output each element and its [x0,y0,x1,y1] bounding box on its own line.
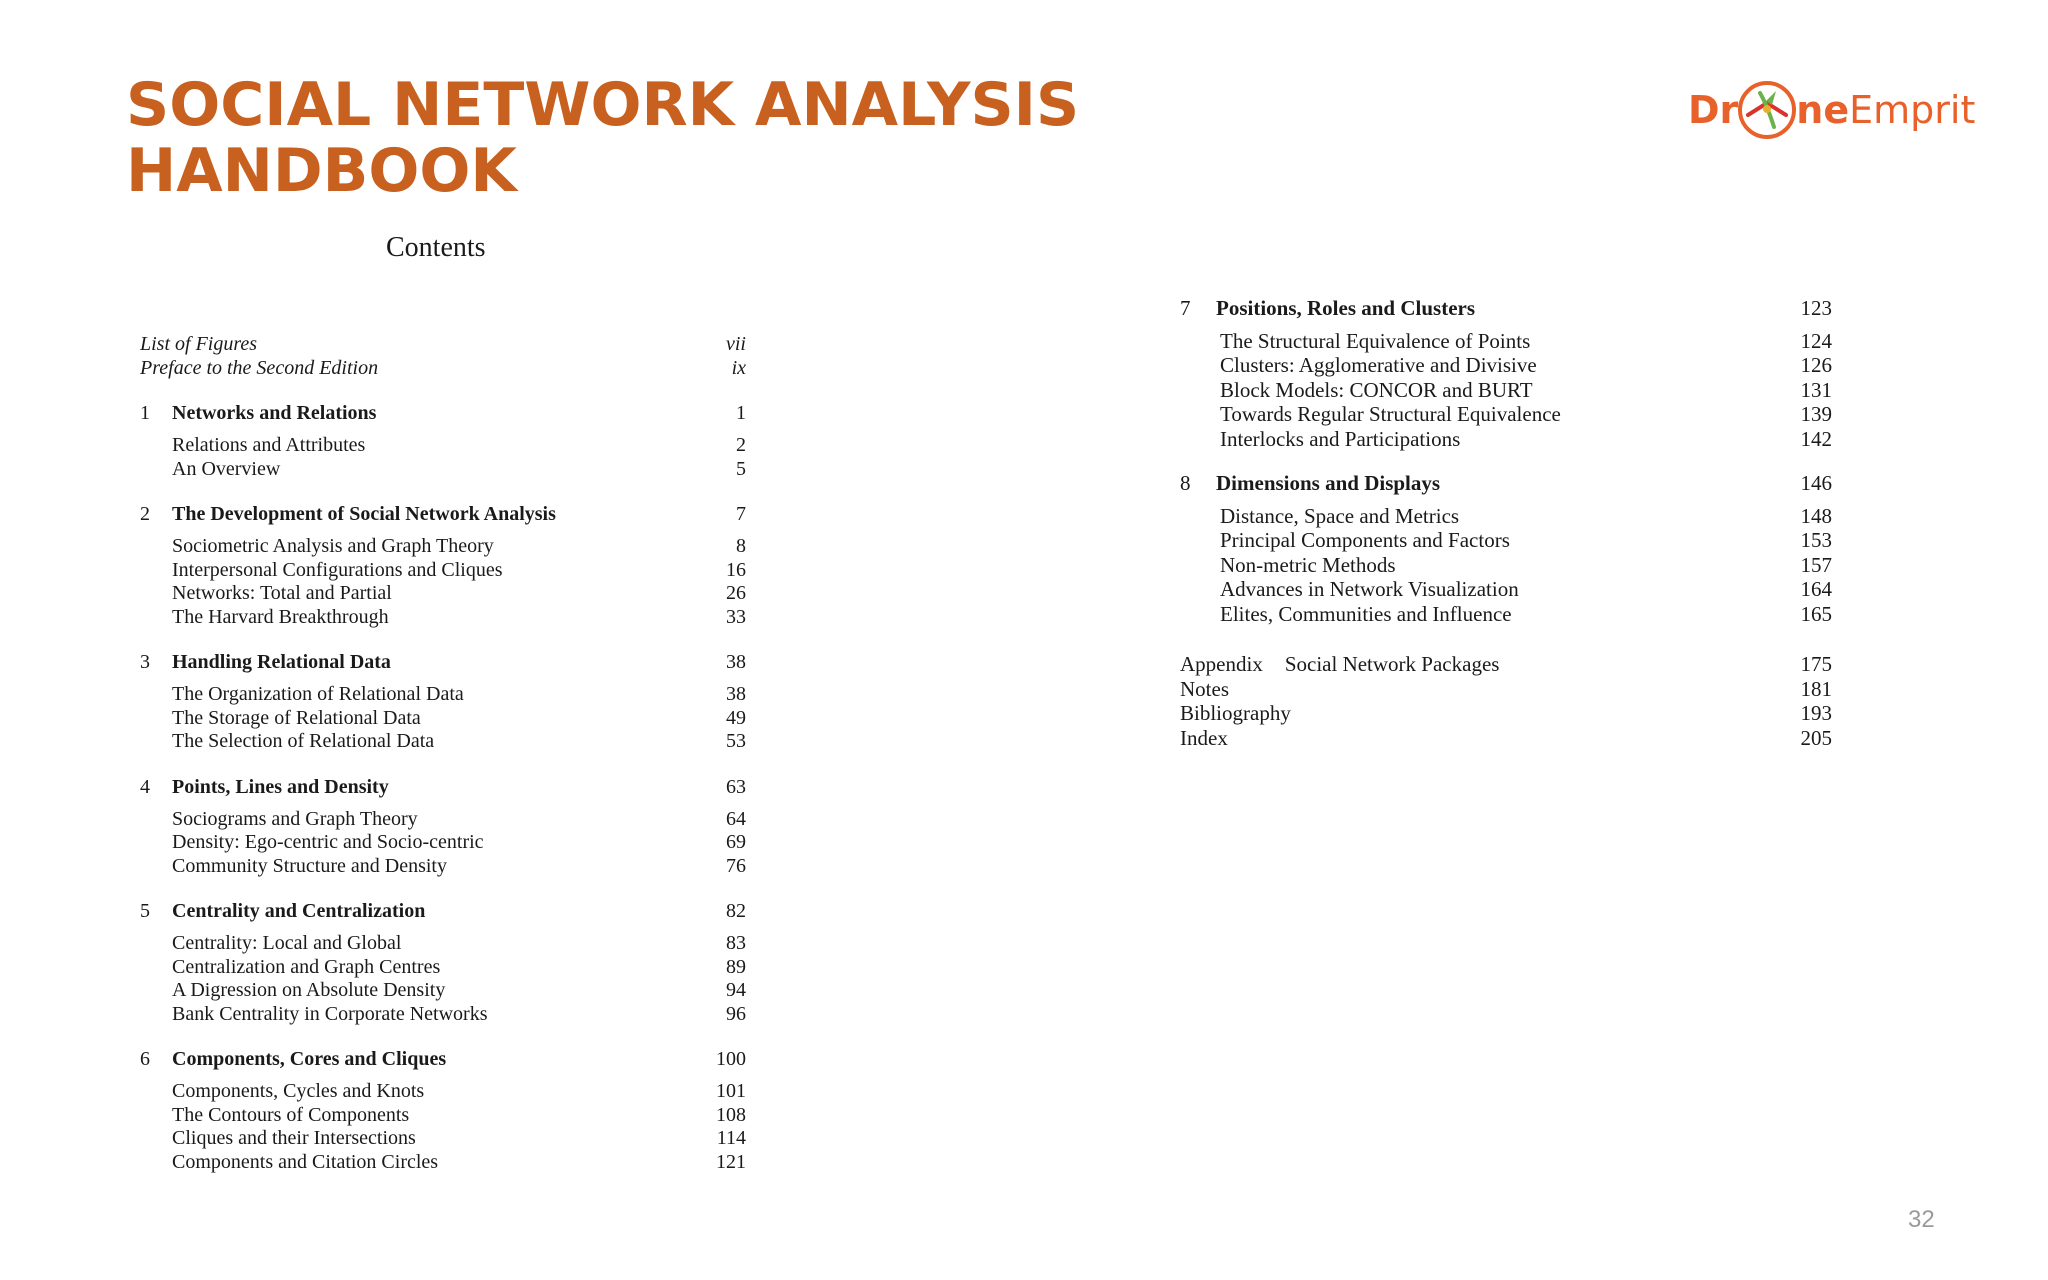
chapter-heading [140,501,746,527]
logo-text-dr: Dr [1688,88,1739,132]
toc-front-page: vii [726,333,746,355]
chapter-title: Handling Relational Data [172,651,391,673]
chapter-sections [140,535,746,629]
section-page: 157 [1800,552,1832,577]
droneemprit-logo [1688,70,1975,150]
section-label: Bank Centrality in Corporate Networks [172,1002,488,1025]
section-page: 131 [1800,377,1832,402]
toc-appendix-row [1180,652,1832,677]
section-label: Distance, Space and Metrics [1220,503,1460,528]
logo-text-emprit: Emprit [1849,88,1976,132]
section-page: 142 [1800,426,1832,451]
toc-section-row [1180,329,1832,354]
toc-section-row [140,1080,746,1104]
section-label: Density: Ego-centric and Socio-centric [172,831,484,853]
chapter-page: 1 [736,402,746,424]
section-label: A Digression on Absolute Density [172,979,446,1001]
chapter-page: 63 [726,775,746,798]
chapter-page: 7 [736,503,746,525]
toc-section-row [140,1151,746,1175]
section-label: The Structural Equivalence of Points [1220,328,1531,353]
chapter-title: Components, Cores and Cliques [172,1048,447,1070]
bibliography-label: Bibliography [1180,701,1291,725]
toc-right-column [1180,296,1832,750]
toc-section-row [1180,504,1832,529]
section-page: 5 [736,457,746,480]
toc-section-row [140,606,746,630]
section-page: 108 [716,1103,746,1126]
section-label: The Organization of Relational Data [172,683,464,705]
chapter-number: 2 [140,503,150,525]
toc-section-row [140,831,746,855]
section-label: Non-metric Methods [1220,552,1396,577]
bibliography-page: 193 [1800,701,1832,725]
toc-chapter-2 [140,501,746,629]
chapter-page: 123 [1800,296,1832,320]
toc-chapter-3 [140,649,746,754]
toc-bibliography-row [1180,701,1832,726]
toc-section-row [140,434,746,458]
section-page: 16 [726,558,746,581]
slide-page-number: 32 [1908,1206,1935,1233]
section-label: Community Structure and Density [172,854,447,877]
section-page: 49 [726,706,746,729]
section-label: Cliques and their Intersections [172,1127,416,1149]
section-page: 124 [1800,328,1832,353]
section-page: 8 [736,535,746,557]
section-page: 164 [1800,577,1832,601]
toc-section-row [140,683,746,707]
toc-front-page: ix [731,356,746,379]
section-label: Interpersonal Configurations and Cliques [172,558,503,581]
chapter-number: 3 [140,651,150,673]
section-label: Elites, Communities and Influence [1220,601,1512,626]
chapter-page: 100 [716,1048,746,1070]
section-page: 38 [726,683,746,705]
toc-notes-row [1180,677,1832,702]
section-label: Towards Regular Structural Equivalence [1220,402,1561,426]
chapter-heading [140,898,746,924]
chapter-sections [1180,504,1832,627]
section-page: 94 [726,979,746,1001]
toc-chapter-6 [140,1046,746,1174]
section-page: 165 [1800,601,1832,626]
notes-label: Notes [1180,676,1229,701]
chapter-title: Dimensions and Displays [1216,471,1441,495]
toc-front-label: Preface to the Second Edition [140,356,379,379]
drone-circle-icon [1736,79,1798,141]
toc-back-matter [1180,652,1832,750]
chapter-title: The Development of Social Network Analysis [172,503,556,525]
section-page: 148 [1800,503,1832,528]
section-page: 114 [716,1127,746,1149]
toc-chapter-7 [1180,296,1832,451]
chapter-number: 1 [140,402,150,424]
section-label: An Overview [172,457,281,480]
section-page: 76 [726,854,746,877]
appendix-page: 175 [1800,652,1832,676]
section-label: Components and Citation Circles [172,1150,439,1173]
toc-section-row [1180,402,1832,427]
slide-title-line-1: SOCIAL NETWORK ANALYSIS [126,70,1080,140]
section-label: Interlocks and Participations [1220,426,1461,451]
toc-chapter-1 [140,400,746,481]
section-label: Components, Cycles and Knots [172,1080,425,1102]
chapter-page: 38 [726,651,746,673]
toc-section-row [140,707,746,731]
chapter-heading [1180,296,1832,321]
section-label: Centralization and Graph Centres [172,955,441,978]
toc-section-row [140,808,746,832]
appendix-label: Appendix [1180,652,1263,676]
section-page: 64 [726,807,746,830]
chapter-sections [140,932,746,1026]
section-label: Block Models: CONCOR and BURT [1220,377,1533,402]
index-page: 205 [1800,725,1832,750]
section-label: Relations and Attributes [172,434,366,456]
toc-front-label: List of Figures [140,333,258,355]
section-page: 153 [1800,528,1832,552]
section-page: 121 [716,1150,746,1173]
toc-section-row [140,855,746,879]
section-page: 69 [726,831,746,853]
toc-section-row [1180,553,1832,578]
section-label: The Contours of Components [172,1103,410,1126]
section-label: Clusters: Agglomerative and Divisive [1220,353,1537,377]
chapter-page: 146 [1800,471,1832,495]
toc-section-row [140,559,746,583]
chapter-heading [140,649,746,675]
toc-chapter-5 [140,898,746,1026]
toc-section-row [1180,602,1832,627]
section-page: 89 [726,955,746,978]
chapter-number: 5 [140,900,150,922]
section-label: Advances in Network Visualization [1220,577,1519,601]
toc-section-row [1180,353,1832,378]
chapter-heading [1180,471,1832,496]
section-page: 26 [726,582,746,604]
section-label: The Storage of Relational Data [172,706,421,729]
chapter-sections [140,434,746,481]
toc-front-row [140,357,746,381]
toc-section-row [140,1104,746,1128]
chapter-number: 4 [140,775,150,798]
section-page: 83 [726,932,746,954]
section-label: Networks: Total and Partial [172,582,392,604]
toc-section-row [140,730,746,754]
slide-title [126,72,1079,204]
chapter-number: 7 [1180,296,1191,320]
toc-section-row [1180,577,1832,602]
toc-chapter-4 [140,774,746,879]
section-label: The Selection of Relational Data [172,730,435,752]
section-label: Sociograms and Graph Theory [172,807,418,830]
toc-section-row [140,458,746,482]
chapter-sections [140,683,746,754]
section-page: 53 [726,730,746,752]
section-page: 33 [726,605,746,628]
toc-index-row [1180,726,1832,751]
chapter-number: 8 [1180,471,1191,495]
chapter-heading [140,774,746,800]
toc-front-row [140,333,746,357]
logo-text-ne: ne [1796,88,1850,132]
chapter-title: Positions, Roles and Clusters [1216,296,1476,320]
section-label: Centrality: Local and Global [172,932,402,954]
toc-section-row [140,1003,746,1027]
chapter-heading [140,1046,746,1072]
toc-section-row [1180,528,1832,553]
index-label: Index [1180,725,1228,750]
toc-section-row [140,979,746,1003]
chapter-number: 6 [140,1048,150,1070]
chapter-heading [140,400,746,426]
chapter-title: Centrality and Centralization [172,900,426,922]
chapter-sections [1180,329,1832,452]
chapter-sections [140,808,746,879]
toc-section-row [140,582,746,606]
section-page: 2 [736,434,746,456]
toc-section-row [140,956,746,980]
section-label: Sociometric Analysis and Graph Theory [172,535,494,557]
toc-left-column [140,333,746,1174]
section-label: Principal Components and Factors [1220,528,1510,552]
toc-section-row [1180,427,1832,452]
appendix-title: Social Network Packages [1284,652,1500,676]
slide-title-line-2: HANDBOOK [126,136,517,206]
toc-section-row [1180,378,1832,403]
chapter-page: 82 [726,900,746,922]
section-page: 96 [726,1002,746,1025]
chapter-title: Networks and Relations [172,402,377,424]
section-page: 101 [716,1080,746,1102]
notes-page: 181 [1800,676,1832,701]
section-label: The Harvard Breakthrough [172,605,389,628]
chapter-sections [140,1080,746,1174]
toc-section-row [140,535,746,559]
toc-section-row [140,1127,746,1151]
toc-section-row [140,932,746,956]
section-page: 126 [1800,353,1832,377]
chapter-title: Points, Lines and Density [172,775,389,798]
contents-heading: Contents [386,232,486,263]
section-page: 139 [1800,402,1832,426]
toc-chapter-8 [1180,471,1832,626]
